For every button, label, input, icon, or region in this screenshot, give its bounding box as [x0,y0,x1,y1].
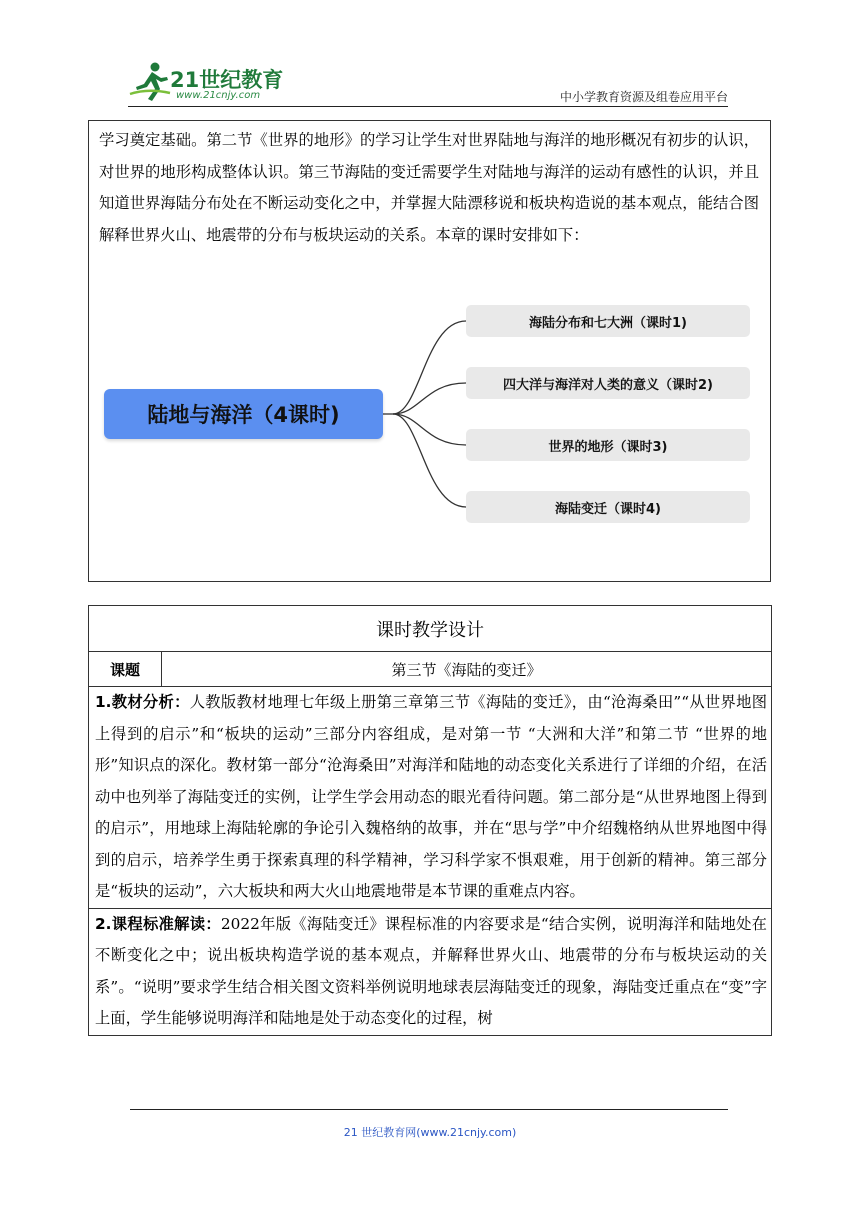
platform-tagline: 中小学教育资源及组卷应用平台 [559,90,728,104]
mindmap-branch-4: 海陆变迁（课时4) [466,491,750,523]
curriculum-standard-heading: 2.课程标准解读： [95,914,221,933]
mindmap-root-node: 陆地与海洋（4课时) [104,389,383,439]
curriculum-standard-paragraph [95,909,767,1035]
mindmap-branch-1: 海陆分布和七大洲（课时1) [466,305,750,337]
mindmap-branch-3: 世界的地形（课时3) [466,429,750,461]
table-title: 课时教学设计 [89,606,772,652]
textbook-analysis-text: 人教版教材地理七年级上册第三章第三节《海陆的变迁》，由“沧海桑田”“从世界地图上得到的启示”和“板块的运动”三部分内容组成，是对第一节 “大洲和大洋”和第二节 “世界的地形”知识点的深化。教材第一部分“沧海桑田”对海洋和陆地的动态变化关系进行了详细的介绍，在活动中也列举了海陆变迁的实例，让学生学会用动态的眼光看待问题。第二部分是“从世界地图上得到的启示”，用地球上海陆轮廓的争论引入魏格纳的故事，并在“思与学”中介绍魏格纳从世界地图中得到的启示，培养学生勇于探索真理的科学精神，学习科学家不惧艰难，用于创新的精神。第三部分是“板块的运动”，六大板块和两大火山地震地带是本节课的重难点内容。 [95,693,767,900]
intro-paragraph: 学习奠定基础。第二节《世界的地形》的学习让学生对世界陆地与海洋的地形概况有初步的认识，对世界的地形构成整体认识。第三节海陆的变迁需要学生对陆地与海洋的运动有感性的认识，并且知道世界海陆分布处在不断运动变化之中，并掌握大陆漂移说和板块构造说的基本观点，能结合图解释世界火山、地震带的分布与板块运动的关系。本章的课时安排如下： [99,131,759,244]
curriculum-standard-text: 2022年版《海陆变迁》课程标准的内容要求是“结合实例，说明海洋和陆地处在不断变化之中；说出板块构造学说的基本观点，并解释世界火山、地震带的分布与板块运动的关系”。“说明”要求学生结合相关图文资料举例说明地球表层海陆变迁的现象，海陆变迁重点在“变”字上面，学生能够说明海洋和陆地是处于动态变化的过程，树 [95,914,767,1027]
runner-logo-icon [128,60,172,104]
curriculum-standard-cell [89,908,772,1035]
textbook-analysis-paragraph [95,687,767,908]
textbook-analysis-heading: 1.教材分析： [95,693,190,711]
lesson-design-table [88,605,772,1036]
textbook-analysis-cell [89,687,772,909]
footer-link[interactable]: 21 世纪教育网(www.21cnjy.com) [343,1126,517,1139]
site-logo[interactable] [128,58,298,106]
page-header [128,58,728,108]
topic-value: 第三节《海陆的变迁》 [162,652,772,687]
logo-url-text: www.21cnjy.com [176,90,261,101]
topic-label: 课题 [89,652,162,687]
logo-brand-text: 21世纪教育 [170,68,284,92]
footer-divider [130,1109,728,1110]
header-divider [128,106,728,107]
mindmap-branch-2: 四大洋与海洋对人类的意义（课时2) [466,367,750,399]
